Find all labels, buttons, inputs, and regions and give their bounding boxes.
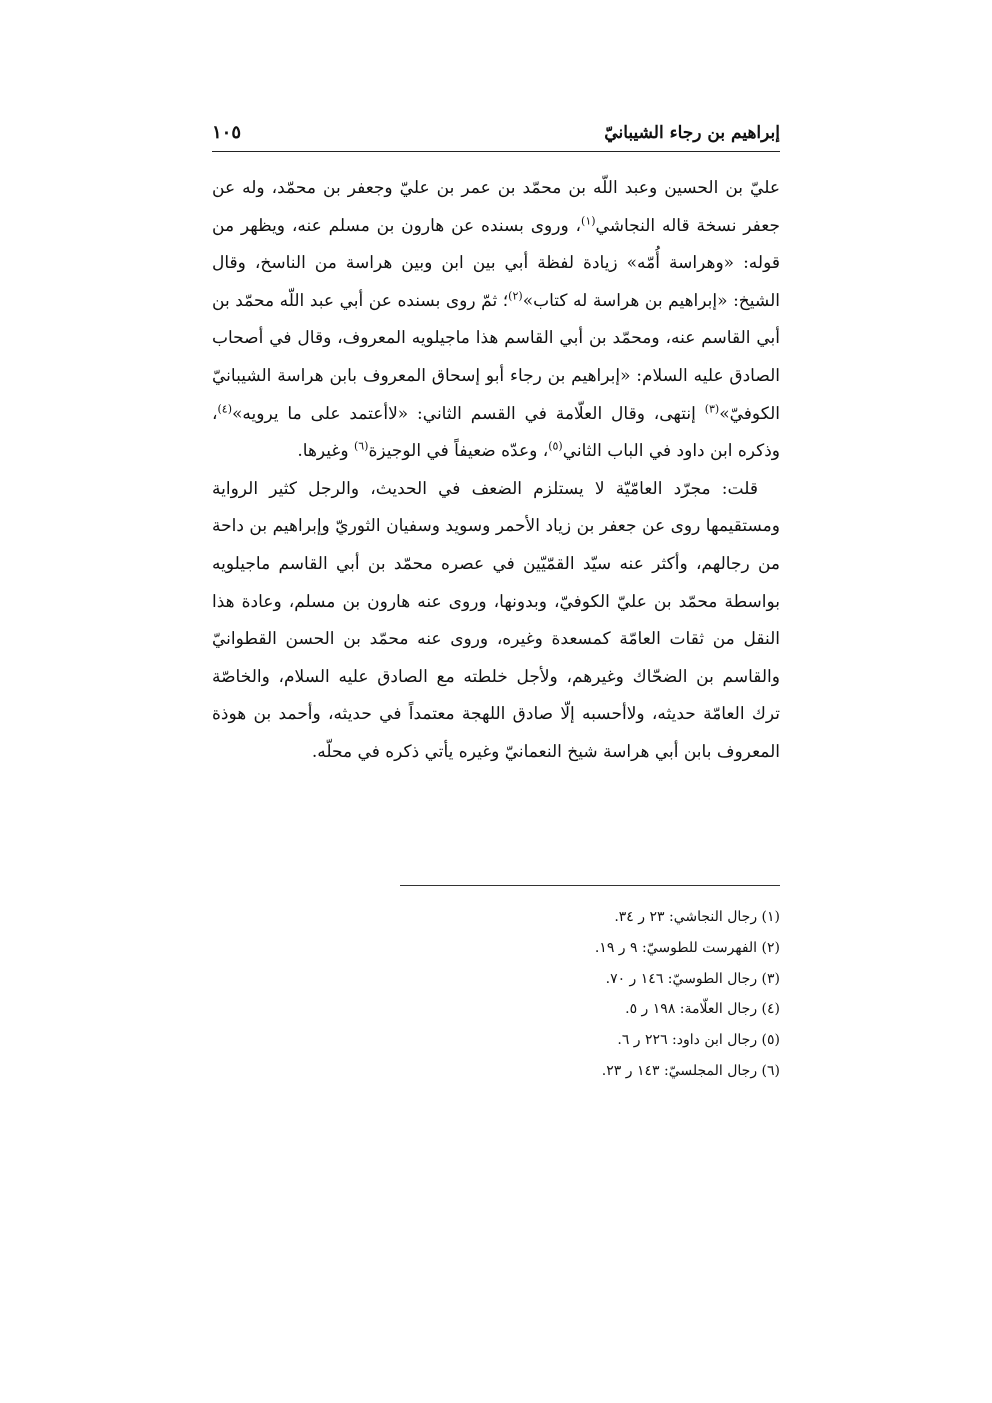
- paragraph-1-part-7: وغيرها.: [297, 441, 354, 462]
- paragraph-1-part-6: ، وعدّه ضعيفاً في الوجيزة: [368, 441, 549, 462]
- footnote-ref-3: (٣): [704, 401, 720, 415]
- paragraph-1-part-2: ، وروى بسنده عن هارون بن مسلم عنه، ويظهر من قوله: «وهراسة أُمّه» زيادة لفظة أبي بين ابن وبين هراسة من الناسخ، وقال الشيخ: «إبراهيم بن هراسة له كتاب»: [212, 215, 780, 311]
- paragraph-1-part-1: عليّ بن الحسين وعبد اللّه بن محمّد بن عمر بن عليّ وجعفر بن محمّد، وله عن جعفر نسخة قاله النجاشي: [212, 178, 780, 236]
- main-text: [212, 170, 780, 772]
- footnote-ref-1: (١): [581, 213, 596, 227]
- page-number: ١٠٥: [212, 122, 242, 143]
- footnote-5: (٥) رجال ابن داود: ٢٢٦ ر ٦.: [617, 1032, 780, 1049]
- footnote-ref-5: (٥): [548, 439, 563, 453]
- footnote-3: (٣) رجال الطوسيّ: ١٤٦ ر ٧٠.: [605, 970, 780, 987]
- paragraph-1: [212, 170, 780, 471]
- paragraph-1-part-5: ، وذكره ابن داود في الباب الثاني: [212, 403, 780, 462]
- paragraph-2: قلت: مجرّد العامّيّة لا يستلزم الضعف في الحديث، والرجل كثير الرواية ومستقيمها روى عن جعفر بن زياد الأحمر وسويد وسفيان الثوريّ وإبراهيم بن داحة من رجالهم، وأكثر عنه سيّد القمّيّين في عصره محمّد بن أبي القاسم ماجيلويه بواسطة محمّد بن عليّ الكوفيّ، وبدونها، وروى عنه هارون بن مسلم، وعادة هذا النقل من ثقات العامّة كمسعدة وغيره، وروى عنه محمّد بن الحسن القطوانيّ والقاسم بن الضحّاك وغيرهم، ولأجل خلطته مع الصادق عليه السلام، والخاصّة ترك العامّة حديثه، ولاأحسبه إلّا صادق اللهجة معتمداً في حديثه، وأحمد بن هوذة المعروف بابن أبي هراسة شيخ النعمانيّ وغيره يأتي ذكره في محلّه.: [212, 478, 780, 762]
- footnote-6: (٦) رجال المجلسيّ: ١٤٣ ر ٢٣.: [601, 1062, 780, 1079]
- paragraph-1-part-4: إنتهى، وقال العلّامة في القسم الثاني: «لاأعتمد على ما يرويه»: [232, 403, 705, 424]
- paragraph-1-part-3: ؛ ثمّ روى بسنده عن أبي عبد اللّه محمّد بن أبي القاسم عنه، ومحمّد بن أبي القاسم هذا ماجيلويه المعروف، وقال في أصحاب الصادق عليه السلام: «إبراهيم بن رجاء أبو إسحاق المعروف بابن هراسة الشيبانيّ الكوفيّ»: [212, 290, 780, 424]
- running-header: [212, 118, 780, 152]
- footnote-4: (٤) رجال العلّامة: ١٩٨ ر ٥.: [625, 1001, 780, 1018]
- footnote-2: (٢) الفهرست للطوسيّ: ٩ ر ١٩.: [594, 939, 780, 956]
- footnotes: [212, 902, 780, 1087]
- footnote-1: (١) رجال النجاشي: ٢٣ ر ٣٤.: [614, 909, 780, 925]
- header-title: إبراهيم بن رجاء الشيبانيّ: [604, 122, 780, 143]
- footnote-ref-4: (٤): [217, 401, 233, 415]
- footnote-ref-6: (٦): [353, 439, 369, 453]
- footnote-separator: [400, 885, 780, 886]
- footnote-ref-2: (٢): [508, 289, 523, 303]
